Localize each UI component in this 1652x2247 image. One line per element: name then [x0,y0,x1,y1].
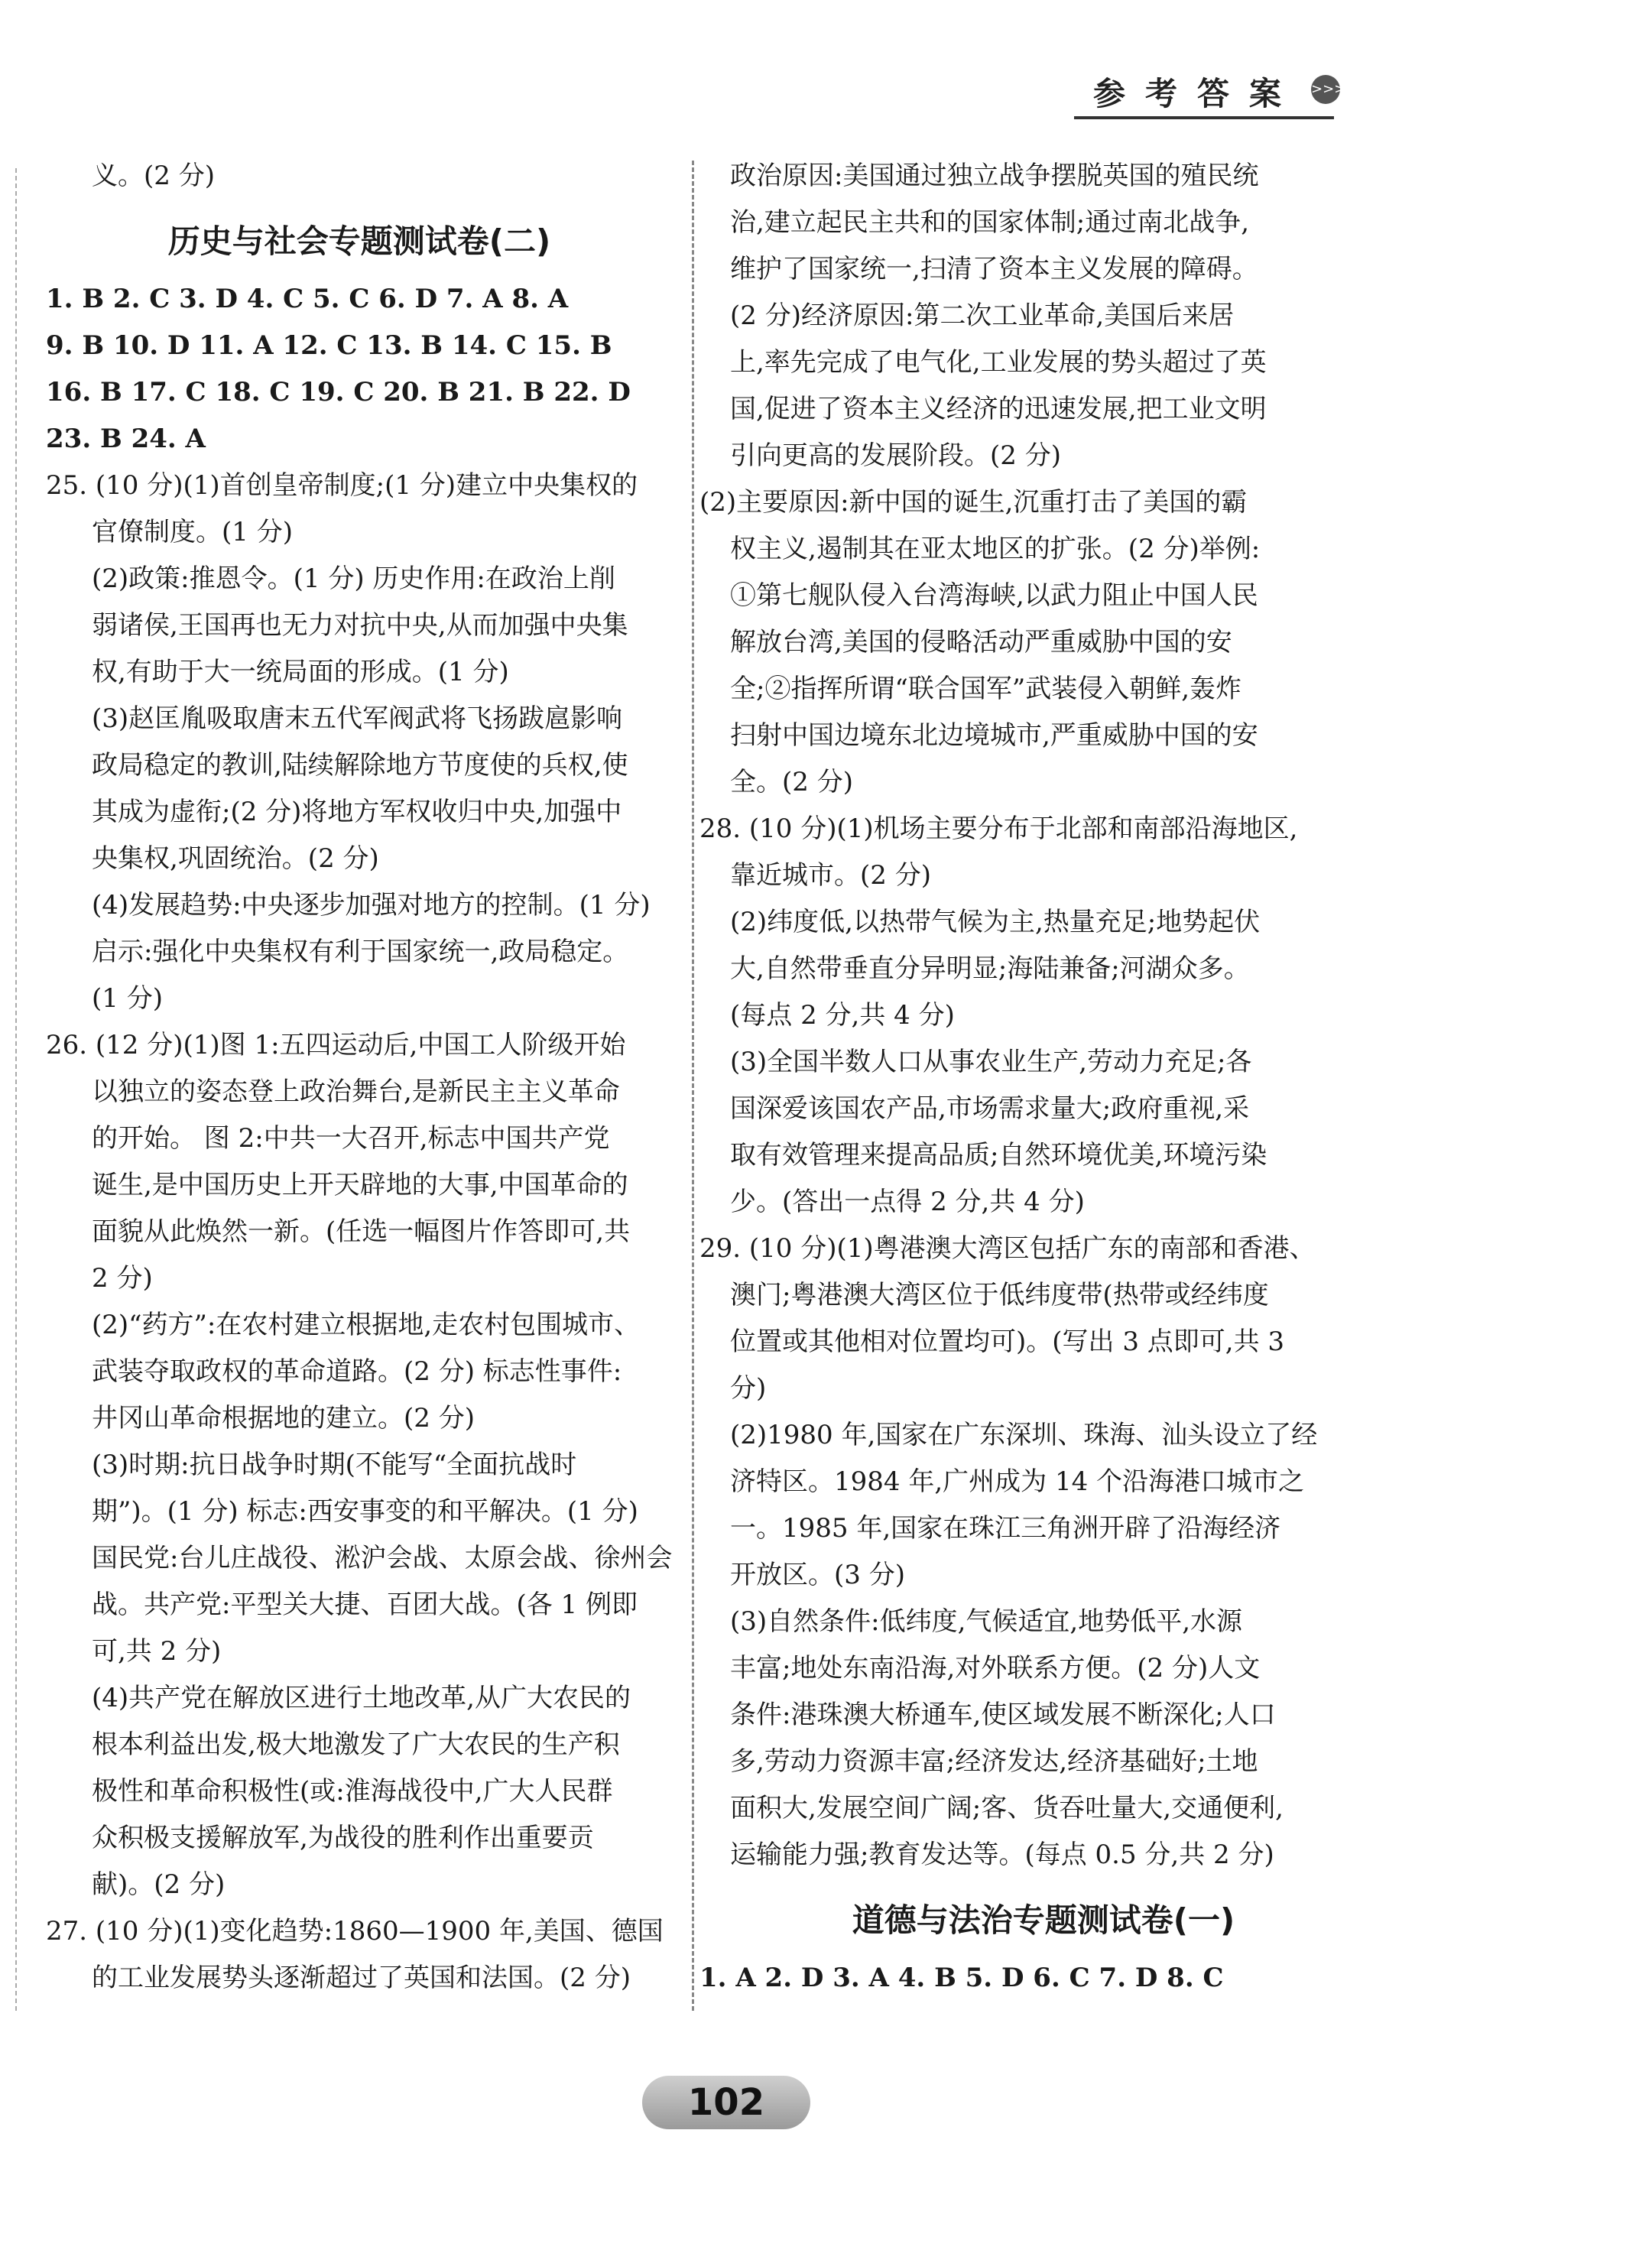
text-line: 面积大,发展空间广阔;客、货吞吐量大,交通便利, [730,1793,1284,1823]
text-line: (2)1980 年,国家在广东深圳、珠海、汕头设立了经 [730,1420,1318,1450]
text-line: 诞生,是中国历史上开天辟地的大事,中国革命的 [92,1170,628,1200]
page-header [1093,69,1346,115]
text-line: (2)政策:推恩令。(1 分) 历史作用:在政治上削 [92,563,615,594]
text-line: 义。(2 分) [92,161,215,191]
text-line: (2)主要原因:新中国的诞生,沉重打击了美国的霸 [699,487,1248,518]
text-line: 27. (10 分)(1)变化趋势:1860—1900 年,美国、德国 [46,1916,664,1947]
right-column [699,153,1357,2002]
answer-key-line: 16. B 17. C 18. C 19. C 20. B 21. B 22. D [46,377,631,408]
text-line: 25. (10 分)(1)首创皇帝制度;(1 分)建立中央集权的 [46,470,638,501]
header-title: 参考答案 [1093,75,1302,112]
text-line: (3)自然条件:低纬度,气候适宜,地势低平,水源 [730,1606,1243,1637]
text-line: 根本利益出发,极大地激发了广大农民的生产积 [92,1729,620,1760]
text-line: 武装夺取政权的革命道路。(2 分) 标志性事件: [92,1356,622,1387]
text-line: 权主义,遏制其在亚太地区的扩张。(2 分)举例: [730,534,1261,564]
text-line: 的开始。 图 2:中共一大召开,标志中国共产党 [92,1123,610,1154]
text-line: 分) [730,1373,767,1404]
text-line: (3)赵匡胤吸取唐末五代军阀武将飞扬跋扈影响 [92,703,623,734]
text-line: 官僚制度。(1 分) [92,517,293,547]
text-line: 靠近城市。(2 分) [730,860,931,891]
text-line: 以独立的姿态登上政治舞台,是新民主主义革命 [92,1076,620,1107]
text-line: 全。(2 分) [730,767,853,797]
text-line: 取有效管理来提高品质;自然环境优美,环境污染 [730,1140,1267,1171]
text-line: 维护了国家统一,扫清了资本主义发展的障碍。 [730,254,1258,284]
text-line: 全;②指挥所谓“联合国军”武装侵入朝鲜,轰炸 [730,674,1242,704]
text-line: 引向更高的发展阶段。(2 分) [730,440,1061,471]
text-line: 国民党:台儿庄战役、淞沪会战、太原会战、徐州会 [92,1543,673,1573]
text-line: 国深爱该国农产品,市场需求量大;政府重视,采 [730,1093,1250,1124]
text-line: 治,建立起民主共和的国家体制;通过南北战争, [730,207,1250,238]
text-line: 一。1985 年,国家在珠江三角洲开辟了沿海经济 [730,1513,1281,1544]
answer-key-line: 23. B 24. A [46,424,206,454]
text-line: 位置或其他相对位置均可)。(写出 3 点即可,共 3 [730,1326,1285,1357]
text-line: (3)全国半数人口从事农业生产,劳动力充足;各 [730,1047,1252,1077]
left-column [46,153,673,2002]
text-line: 丰富;地处东南沿海,对外联系方便。(2 分)人文 [730,1653,1261,1684]
text-line: 多,劳动力资源丰富;经济发达,经济基础好;土地 [730,1746,1258,1777]
text-line: 面貌从此焕然一新。(任选一幅图片作答即可,共 [92,1216,631,1247]
text-line: 献)。(2 分) [92,1869,226,1900]
answer-key-line: 1. B 2. C 3. D 4. C 5. C 6. D 7. A 8. A [46,284,569,314]
binding-margin-line [15,168,17,2011]
text-line: 央集权,巩固统治。(2 分) [92,843,379,874]
text-line: 可,共 2 分) [92,1636,222,1667]
text-line: 26. (12 分)(1)图 1:五四运动后,中国工人阶级开始 [46,1030,626,1060]
text-line: 少。(答出一点得 2 分,共 4 分) [730,1187,1085,1217]
text-line: 启示:强化中央集权有利于国家统一,政局稳定。 [92,937,629,967]
text-line: (4)共产党在解放区进行土地改革,从广大农民的 [92,1683,631,1713]
text-line: (2 分)经济原因:第二次工业革命,美国后来居 [730,300,1235,331]
text-line: (3)时期:抗日战争时期(不能写“全面抗战时 [92,1450,577,1480]
text-line: 2 分) [92,1263,153,1294]
section-title: 道德与法治专题测试卷(一) [852,1901,1235,1939]
text-line: 大,自然带垂直分异明显;海陆兼备;河湖众多。 [730,953,1250,984]
text-line: 济特区。1984 年,广州成为 14 个沿海港口城市之 [730,1466,1305,1497]
text-line: 战。共产党:平型关大捷、百团大战。(各 1 例即 [92,1589,638,1620]
text-line: ①第七舰队侵入台湾海峡,以武力阻止中国人民 [730,580,1258,611]
text-line: (2)纬度低,以热带气候为主,热量充足;地势起伏 [730,907,1261,937]
text-line: 弱诸侯,王国再也无力对抗中央,从而加强中央集 [92,610,628,641]
text-line: 条件:港珠澳大桥通车,使区域发展不断深化;人口 [730,1700,1276,1730]
text-line: (4)发展趋势:中央逐步加强对地方的控制。(1 分) [92,890,651,921]
text-line: 开放区。(3 分) [730,1560,905,1590]
text-line: 井冈山革命根据地的建立。(2 分) [92,1403,475,1434]
answer-key-line: 9. B 10. D 11. A 12. C 13. B 14. C 15. B [46,330,612,361]
text-line: (1 分) [92,983,163,1014]
answer-key-line: 1. A 2. D 3. A 4. B 5. D 6. C 7. D 8. C [699,1963,1224,1993]
text-line: 澳门;粤港澳大湾区位于低纬度带(热带或经纬度 [730,1280,1269,1310]
section-title: 历史与社会专题测试卷(二) [167,222,551,260]
text-line: 权,有助于大一统局面的形成。(1 分) [92,657,509,687]
text-line: 解放台湾,美国的侵略活动严重威胁中国的安 [730,627,1232,658]
text-line: 其成为虚衔;(2 分)将地方军权收归中央,加强中 [92,797,622,827]
arrows-icon: >>> [1311,75,1340,104]
text-line: 扫射中国边境东北边境城市,严重威胁中国的安 [730,720,1258,751]
text-line: 期”)。(1 分) 标志:西安事变的和平解决。(1 分) [92,1496,638,1527]
text-line: (每点 2 分,共 4 分) [730,1000,955,1031]
text-line: 运输能力强;教育发达等。(每点 0.5 分,共 2 分) [730,1839,1274,1870]
text-line: 上,率先完成了电气化,工业发展的势头超过了英 [730,347,1267,378]
text-line: 政局稳定的教训,陆续解除地方节度使的兵权,使 [92,750,628,781]
page-number: 102 [642,2076,810,2129]
column-divider [692,161,694,2011]
text-line: 28. (10 分)(1)机场主要分布于北部和南部沿海地区, [699,813,1298,844]
text-line: 的工业发展势头逐渐超过了英国和法国。(2 分) [92,1963,631,1993]
text-line: 众积极支援解放军,为战役的胜利作出重要贡 [92,1823,594,1853]
header-rule [1074,116,1334,119]
text-line: (2)“药方”:在农村建立根据地,走农村包围城市、 [92,1310,641,1340]
text-line: 29. (10 分)(1)粤港澳大湾区包括广东的南部和香港、 [699,1233,1316,1264]
text-line: 政治原因:美国通过独立战争摆脱英国的殖民统 [730,161,1259,191]
text-line: 国,促进了资本主义经济的迅速发展,把工业文明 [730,394,1267,424]
text-line: 极性和革命积极性(或:淮海战役中,广大人民群 [92,1776,613,1807]
